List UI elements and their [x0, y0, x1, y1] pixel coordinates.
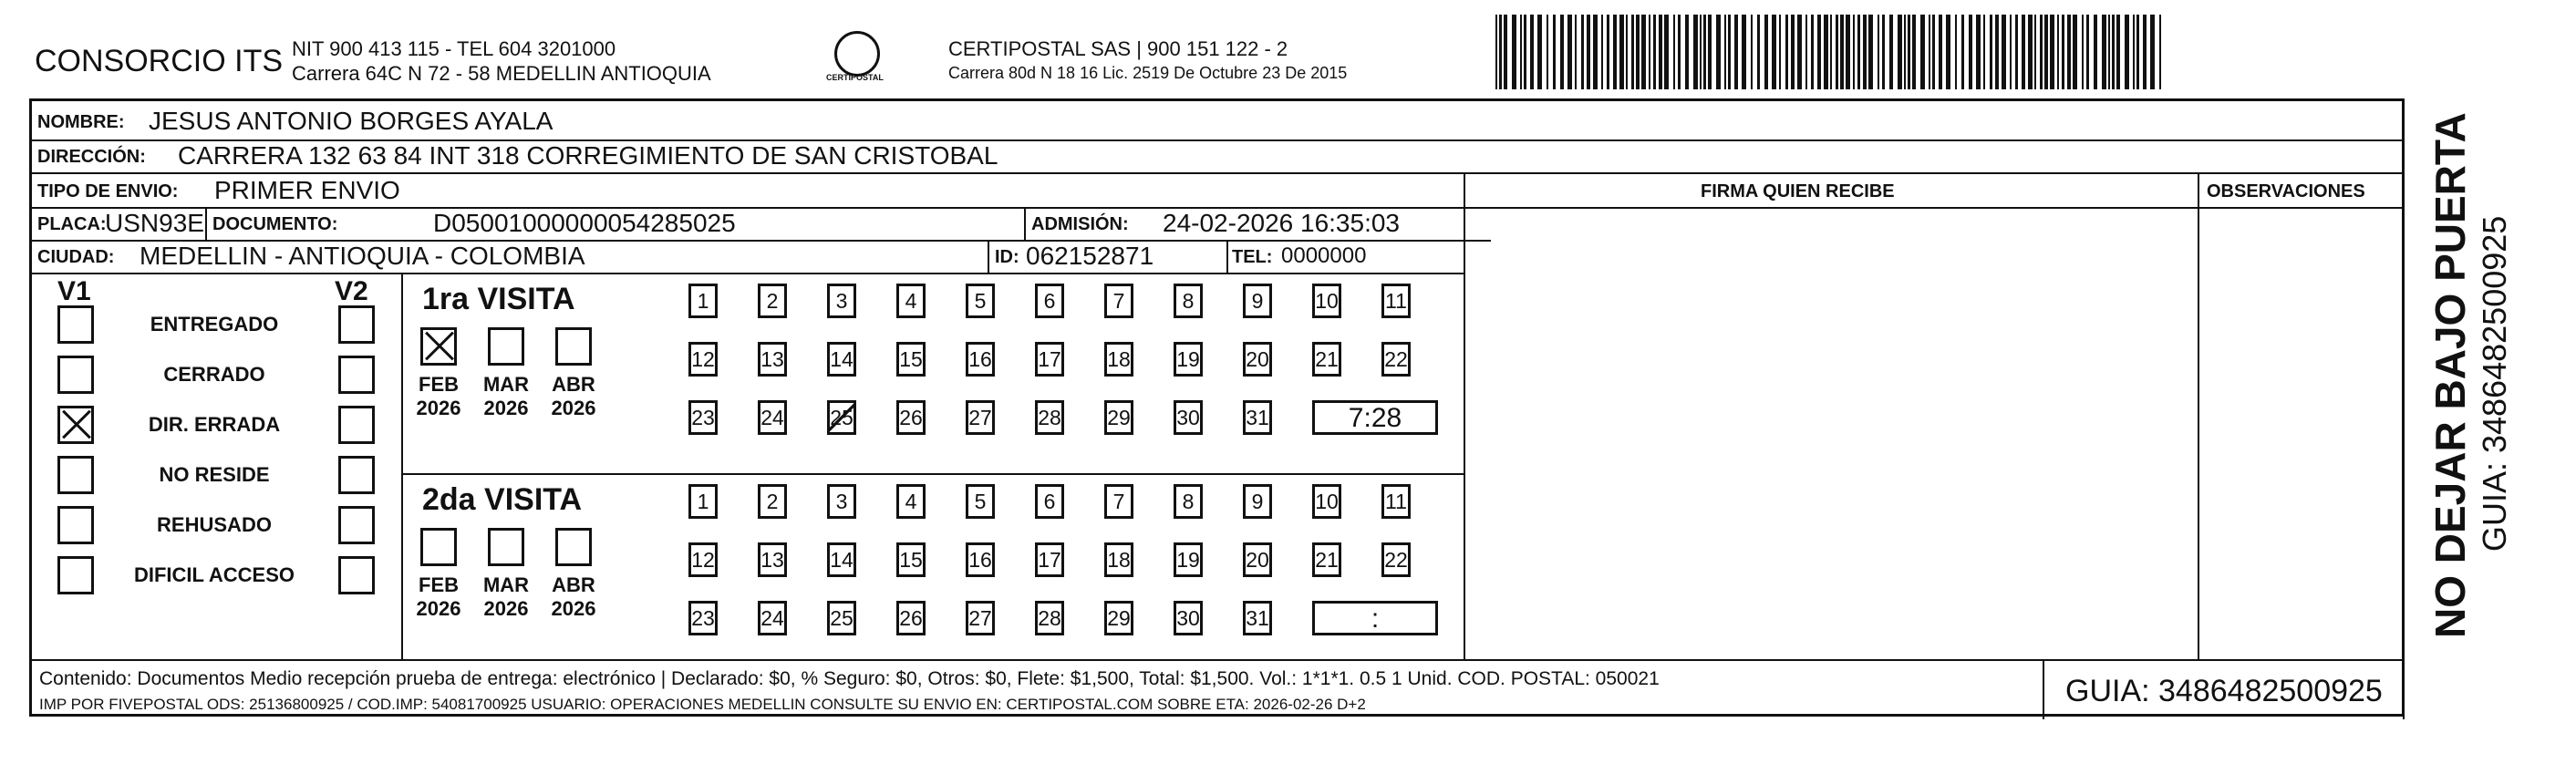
footer-guia: GUIA: 3486482500925 [2065, 674, 2383, 708]
firma-header: FIRMA QUIEN RECIBE [1701, 181, 1895, 201]
day-box[interactable]: 2 [758, 484, 787, 519]
v1-checkbox[interactable] [57, 506, 94, 544]
month-checkbox[interactable] [420, 327, 457, 366]
month-checkbox[interactable] [488, 327, 524, 366]
documento-label: DOCUMENTO: [212, 214, 338, 234]
month-checkbox[interactable] [420, 528, 457, 566]
v1-header: V1 [57, 276, 91, 306]
day-box[interactable]: 18 [1104, 342, 1133, 377]
admision-value: 24-02-2026 16:35:03 [1163, 209, 1400, 237]
day-box[interactable]: 1 [688, 484, 718, 519]
month-caption [479, 573, 533, 621]
delivery-form [29, 98, 2405, 717]
day-box[interactable]: 14 [827, 542, 856, 577]
certipostal-logo-icon [834, 31, 880, 77]
day-box[interactable]: 4 [896, 284, 926, 318]
day-box[interactable]: 27 [966, 601, 995, 635]
day-box[interactable]: 20 [1243, 542, 1272, 577]
month-year: 2026 [416, 397, 461, 419]
month-caption [546, 373, 601, 420]
day-box[interactable]: 12 [688, 342, 718, 377]
day-box[interactable]: 13 [758, 342, 787, 377]
v1-checkbox[interactable] [57, 305, 94, 344]
time-box[interactable]: : [1312, 601, 1438, 635]
v2-checkbox[interactable] [338, 305, 375, 344]
visit-title: 1ra VISITA [422, 282, 575, 316]
month-name: FEB [419, 373, 459, 396]
side-guia: GUIA: 3486482500925 [2476, 215, 2513, 552]
month-name: ABR [552, 573, 595, 596]
day-box[interactable]: 8 [1174, 284, 1203, 318]
nombre-label: NOMBRE: [37, 112, 125, 132]
status-label: NO RESIDE [159, 463, 270, 486]
day-box[interactable]: 29 [1104, 400, 1133, 435]
time-box[interactable]: 7:28 [1312, 400, 1438, 435]
tipo-value: PRIMER ENVIO [214, 176, 400, 204]
status-label: ENTREGADO [150, 313, 279, 336]
id-label: ID: [995, 247, 1019, 267]
direccion-label: DIRECCIÓN: [37, 147, 146, 167]
status-label: CERRADO [163, 363, 265, 386]
status-label: REHUSADO [157, 513, 272, 536]
day-box[interactable]: 9 [1243, 284, 1272, 318]
status-label: DIFICIL ACCESO [133, 563, 295, 586]
direccion-value: CARRERA 132 63 84 INT 318 CORREGIMIENTO DE SAN CRISTOBAL [178, 141, 998, 170]
day-box[interactable]: 20 [1243, 342, 1272, 377]
day-box[interactable]: 7 [1104, 284, 1133, 318]
status-label: DIR. ERRADA [148, 413, 281, 436]
v2-checkbox[interactable] [338, 356, 375, 394]
carrier-address: Carrera 80d N 18 16 Lic. 2519 De Octubre 23 De 2015 [948, 64, 1348, 82]
day-box[interactable]: 15 [896, 542, 926, 577]
day-box[interactable]: 7 [1104, 484, 1133, 519]
day-box[interactable]: 22 [1381, 342, 1411, 377]
day-box[interactable]: 23 [688, 400, 718, 435]
placa-label: PLACA: [37, 214, 107, 234]
month-name: MAR [482, 573, 530, 596]
company-address: Carrera 64C N 72 - 58 MEDELLIN ANTIOQUIA [292, 62, 711, 85]
month-year: 2026 [483, 397, 529, 419]
day-box[interactable]: 28 [1035, 601, 1064, 635]
v1-checkbox[interactable] [57, 556, 94, 594]
placa-value: USN93E [105, 209, 204, 237]
month-year: 2026 [483, 597, 529, 620]
day-box[interactable]: 21 [1312, 542, 1341, 577]
v1-checkbox[interactable] [57, 456, 94, 494]
day-box[interactable]: 27 [966, 400, 995, 435]
month-year: 2026 [551, 397, 596, 419]
month-year: 2026 [551, 597, 596, 620]
day-box[interactable]: 14 [827, 342, 856, 377]
day-box[interactable]: 5 [966, 284, 995, 318]
day-box[interactable]: 3 [827, 284, 856, 318]
day-box[interactable]: 16 [966, 542, 995, 577]
month-caption [546, 573, 601, 621]
day-box[interactable]: 18 [1104, 542, 1133, 577]
day-box[interactable]: 12 [688, 542, 718, 577]
day-box[interactable]: 5 [966, 484, 995, 519]
month-name: MAR [482, 373, 530, 396]
day-box[interactable]: 21 [1312, 342, 1341, 377]
month-checkbox[interactable] [555, 327, 592, 366]
month-caption [479, 373, 533, 420]
day-box[interactable]: 30 [1174, 601, 1203, 635]
v1-checkbox[interactable] [57, 406, 94, 444]
day-box[interactable]: 28 [1035, 400, 1064, 435]
v2-checkbox[interactable] [338, 406, 375, 444]
company-nit: NIT 900 413 115 - TEL 604 3201000 [292, 37, 616, 60]
day-box[interactable]: 31 [1243, 601, 1272, 635]
v2-header: V2 [335, 276, 368, 306]
day-box[interactable]: 11 [1381, 284, 1411, 318]
day-box[interactable]: 29 [1104, 601, 1133, 635]
day-box[interactable]: 17 [1035, 542, 1064, 577]
day-box[interactable]: 2 [758, 284, 787, 318]
day-box[interactable]: 4 [896, 484, 926, 519]
month-caption [411, 573, 466, 621]
day-box[interactable]: 23 [688, 601, 718, 635]
day-box[interactable]: 6 [1035, 484, 1064, 519]
day-box[interactable]: 25 [827, 400, 856, 435]
day-box[interactable]: 15 [896, 342, 926, 377]
ciudad-value: MEDELLIN - ANTIOQUIA - COLOMBIA [140, 242, 585, 270]
month-year: 2026 [416, 597, 461, 620]
nombre-value: JESUS ANTONIO BORGES AYALA [149, 107, 553, 135]
documento-value: D05001000000054285025 [433, 209, 736, 237]
tel-value: 0000000 [1281, 243, 1367, 268]
logo-caption: CERTIPOSTAL [826, 73, 884, 82]
carrier-name: CERTIPOSTAL SAS | 900 151 122 - 2 [948, 37, 1288, 60]
day-box[interactable]: 19 [1174, 342, 1203, 377]
day-box[interactable]: 3 [827, 484, 856, 519]
day-box[interactable]: 19 [1174, 542, 1203, 577]
admision-label: ADMISIÓN: [1031, 214, 1129, 234]
month-checkbox[interactable] [488, 528, 524, 566]
v2-checkbox[interactable] [338, 506, 375, 544]
day-box[interactable]: 30 [1174, 400, 1203, 435]
day-box[interactable]: 16 [966, 342, 995, 377]
day-box[interactable]: 22 [1381, 542, 1411, 577]
month-name: FEB [419, 573, 459, 596]
day-box[interactable]: 8 [1174, 484, 1203, 519]
day-box[interactable]: 26 [896, 601, 926, 635]
day-box[interactable]: 10 [1312, 484, 1341, 519]
tel-label: TEL: [1232, 247, 1273, 267]
ciudad-label: CIUDAD: [37, 247, 115, 267]
day-box[interactable]: 9 [1243, 484, 1272, 519]
day-box[interactable]: 24 [758, 601, 787, 635]
day-box[interactable]: 13 [758, 542, 787, 577]
month-caption [411, 373, 466, 420]
day-box[interactable]: 24 [758, 400, 787, 435]
day-box[interactable]: 25 [827, 601, 856, 635]
day-box[interactable]: 11 [1381, 484, 1411, 519]
month-checkbox[interactable] [555, 528, 592, 566]
id-value: 062152871 [1026, 242, 1154, 270]
day-box[interactable]: 17 [1035, 342, 1064, 377]
v2-checkbox[interactable] [338, 556, 375, 594]
visit-title: 2da VISITA [422, 482, 583, 517]
barcode-icon [1495, 15, 2170, 89]
footer-contenido: Contenido: Documentos Medio recepción prueba de entrega: electrónico | Declarado: $0, % Seguro: $0, Otros: $0, Flete: $1,500, Total: $1,500. Vol.: 1*1*1. 0.5 1 Unid. COD. POSTAL: 050021 [39, 668, 1660, 689]
day-box[interactable]: 6 [1035, 284, 1064, 318]
day-box[interactable]: 31 [1243, 400, 1272, 435]
observaciones-header: OBSERVACIONES [2207, 181, 2365, 201]
v2-checkbox[interactable] [338, 456, 375, 494]
tipo-label: TIPO DE ENVIO: [37, 181, 179, 201]
day-box[interactable]: 10 [1312, 284, 1341, 318]
v1-checkbox[interactable] [57, 356, 94, 394]
footer-imp: IMP POR FIVEPOSTAL ODS: 25136800925 / COD.IMP: 54081700925 USUARIO: OPERACIONES MEDELLIN CONSULTE SU ENVIO EN: CERTIPOSTAL.COM SOBRE ETA: 2026-02-26 D+2 [39, 696, 1366, 713]
side-warning: NO DEJAR BAJO PUERTA [2426, 112, 2474, 638]
day-box[interactable]: 1 [688, 284, 718, 318]
day-box[interactable]: 26 [896, 400, 926, 435]
company-name: CONSORCIO ITS [35, 44, 284, 78]
month-name: ABR [552, 373, 595, 396]
